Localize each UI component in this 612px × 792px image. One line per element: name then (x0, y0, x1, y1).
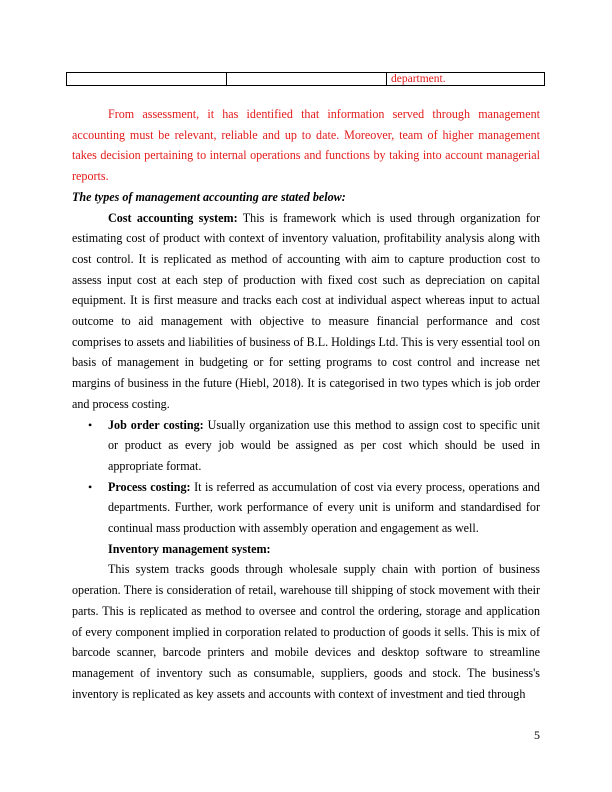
cost-accounting-label: Cost accounting system: (108, 210, 238, 225)
bullet-icon: • (88, 479, 93, 494)
list-item (72, 415, 540, 477)
continued-table (66, 72, 545, 86)
table-cell: department. (387, 73, 545, 86)
types-heading: The types of management accounting are stated below: (72, 189, 346, 204)
bullet-text: Usually organization use this method to assign cost to specific unit or product as every job would be assigned as per cost which should be used in appropriate format. (108, 417, 540, 473)
bullet-text: It is referred as accumulation of cost via every process, operations and departments. Further, work performance of every unit is uniform and standardised for continual mass production with assembly operation and engagement as well. (108, 479, 540, 536)
table-cell (67, 73, 227, 86)
body-text (72, 104, 540, 704)
cost-accounting-text: This is framework which is used through organization for estimating cost of product with context of inventory valuation, profitability analysis along with cost control. It is replicated as method of accounting with aim to capture production cost to assess input cost at each step of production with fixed cost such as depreciation on capital equipment. It is first measure and tracks each cost at individual aspect whereas input to actual outcome to aid management with objective to measure financial performance and cost comprises to assets and liabilities of business of B.L. Holdings Ltd. This is very essential tool on basis of management in budgeting or for setting programs to cost control and increase net margins of business in the future (Hiebl, 2018). It is categorised in two types which is job order and process costing. (72, 210, 540, 411)
inventory-paragraph: This system tracks goods through wholesale supply chain with portion of business operation. There is consideration of retail, warehouse till shipping of stock movement with their parts. This is replicated as method to oversee and control the ordering, storage and application of every component implied in corporation related to production of goods it sells. This is mix of barcode scanner, barcode printers and mobile devices and desktop software to streamline management of inventory such as consumable, suppliers, goods and stock. The business's inventory is replicated as key assets and accounts with context of investment and tied through (72, 562, 540, 701)
page-number: 5 (534, 728, 540, 742)
list-item (72, 477, 540, 539)
inventory-heading: Inventory management system: (108, 541, 271, 556)
bullet-label: Job order costing: (108, 417, 204, 432)
assessment-paragraph: From assessment, it has identified that information served through management accounting must be relevant, reliable and up to date. Moreover, team of higher management takes decision pertaining to internal operations and functions by taking into account managerial reports. (72, 107, 540, 184)
table-row (67, 73, 545, 86)
cost-accounting-paragraph (72, 208, 540, 415)
bullet-icon: • (88, 417, 93, 432)
costing-types-list (72, 415, 540, 539)
table-cell (227, 73, 387, 86)
bullet-label: Process costing: (108, 479, 191, 494)
